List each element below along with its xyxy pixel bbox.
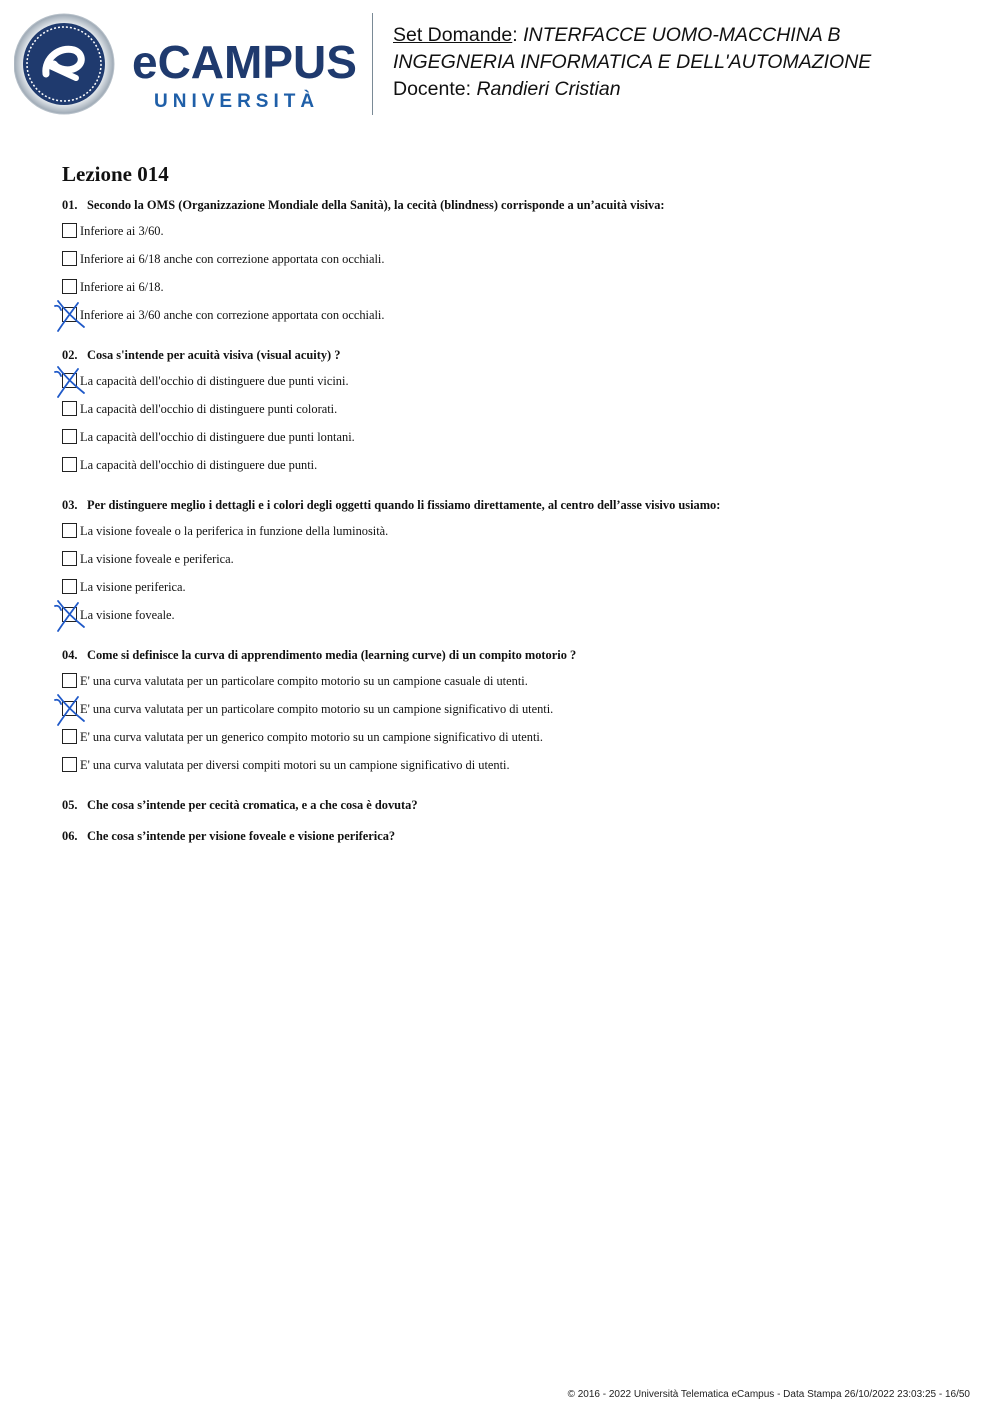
course-name: INTERFACCE UOMO-MACCHINA B [523, 24, 841, 46]
answer-checkbox[interactable] [62, 579, 77, 594]
answer-option[interactable] [62, 373, 962, 401]
answer-text: E' una curva valutata per un particolare compito motorio su un campione significativo di utenti. [80, 702, 554, 716]
answer-checkbox[interactable] [62, 401, 77, 416]
question-label: Come si definisce la curva di apprendimento media (learning curve) di un compito motorio ? [87, 648, 577, 662]
answer-option[interactable] [62, 729, 962, 757]
answer-text: La capacità dell'occhio di distinguere punti colorati. [80, 402, 338, 416]
answer-option[interactable] [62, 607, 962, 635]
question-label: Che cosa s’intende per cecità cromatica, e a che cosa è dovuta? [87, 798, 418, 812]
answer-checkbox[interactable] [62, 757, 77, 772]
question-label: Secondo la OMS (Organizzazione Mondiale della Sanità), la cecità (blindness) corrisponde a un’acuità visiva: [87, 198, 665, 212]
answer-text: La capacità dell'occhio di distinguere due punti vicini. [80, 374, 349, 388]
question-text [62, 828, 962, 844]
answer-text: La visione foveale o la periferica in funzione della luminosità. [80, 524, 389, 538]
answer-option[interactable] [62, 223, 962, 251]
ecampus-logo [14, 12, 359, 120]
answer-option[interactable] [62, 701, 962, 729]
question-text [62, 647, 962, 663]
question-text [62, 497, 962, 513]
question-6 [62, 828, 962, 844]
header-divider [372, 13, 373, 115]
answer-option[interactable] [62, 551, 962, 579]
teacher-line [393, 76, 871, 103]
question-text [62, 347, 962, 363]
question-number: 01. [62, 198, 78, 212]
teacher-name: Randieri Cristian [476, 78, 621, 100]
answer-checkbox[interactable] [62, 673, 77, 688]
set-label: Set Domande [393, 24, 513, 46]
page-header [0, 0, 1000, 130]
question-label: Che cosa s’intende per visione foveale e visione periferica? [87, 829, 396, 843]
question-4 [62, 647, 962, 785]
answer-text: E' una curva valutata per un generico compito motorio su un campione significativo di utenti. [80, 730, 543, 744]
answer-option[interactable] [62, 579, 962, 607]
question-number: 06. [62, 829, 78, 843]
answer-checkbox[interactable] [62, 223, 77, 238]
lesson-title: Lezione 014 [62, 162, 169, 186]
answer-checkbox[interactable] [62, 251, 77, 266]
page-footer: © 2016 - 2022 Università Telematica eCampus - Data Stampa 26/10/2022 23:03:25 - 16/50 [567, 1389, 970, 1400]
answer-text: La capacità dell'occhio di distinguere due punti. [80, 458, 318, 472]
logo-subtext: UNIVERSITÀ [154, 91, 320, 112]
question-2 [62, 347, 962, 485]
answer-text: La capacità dell'occhio di distinguere due punti lontani. [80, 430, 355, 444]
question-number: 04. [62, 648, 78, 662]
answer-checkbox[interactable] [62, 551, 77, 566]
answer-text: Inferiore ai 3/60. [80, 224, 164, 238]
answer-checkbox[interactable] [62, 523, 77, 538]
course-title-line [393, 22, 871, 49]
answer-option[interactable] [62, 429, 962, 457]
answer-text: E' una curva valutata per diversi compiti motori su un campione significativo di utenti. [80, 758, 510, 772]
question-label: Cosa s'intende per acuità visiva (visual acuity) ? [87, 348, 341, 362]
course-info [393, 22, 871, 103]
answer-checkbox[interactable] [62, 279, 77, 294]
question-5 [62, 797, 962, 813]
question-1 [62, 197, 962, 335]
answer-option[interactable] [62, 401, 962, 429]
answer-text: Inferiore ai 3/60 anche con correzione apportata con occhiali. [80, 308, 385, 322]
answer-text: La visione foveale e periferica. [80, 552, 234, 566]
question-list [62, 197, 962, 844]
answer-text: La visione periferica. [80, 580, 186, 594]
answer-option[interactable] [62, 457, 962, 485]
answer-text: E' una curva valutata per un particolare compito motorio su un campione casuale di utenti. [80, 674, 528, 688]
set-separator: : [512, 24, 524, 46]
answer-option[interactable] [62, 251, 962, 279]
answer-text: La visione foveale. [80, 608, 175, 622]
question-text [62, 797, 962, 813]
answer-option[interactable] [62, 673, 962, 701]
question-number: 03. [62, 498, 78, 512]
lesson-content [62, 160, 962, 859]
question-label: Per distinguere meglio i dettagli e i colori degli oggetti quando li fissiamo direttamente, al centro dell’asse visivo usiamo: [87, 498, 721, 512]
answer-option[interactable] [62, 523, 962, 551]
teacher-label: Docente: [393, 78, 477, 100]
answer-text: Inferiore ai 6/18. [80, 280, 164, 294]
answer-text: Inferiore ai 6/18 anche con correzione apportata con occhiali. [80, 252, 385, 266]
answer-option[interactable] [62, 279, 962, 307]
question-number: 05. [62, 798, 78, 812]
question-number: 02. [62, 348, 78, 362]
answer-checkbox[interactable] [62, 457, 77, 472]
logo-wordmark: eCAMPUS [132, 36, 357, 88]
question-text [62, 197, 962, 213]
answer-checkbox[interactable] [62, 729, 77, 744]
answer-option[interactable] [62, 757, 962, 785]
question-3 [62, 497, 962, 635]
answer-checkbox[interactable] [62, 429, 77, 444]
answer-option[interactable] [62, 307, 962, 335]
course-degree: INGEGNERIA INFORMATICA E DELL'AUTOMAZIONE [393, 51, 872, 73]
